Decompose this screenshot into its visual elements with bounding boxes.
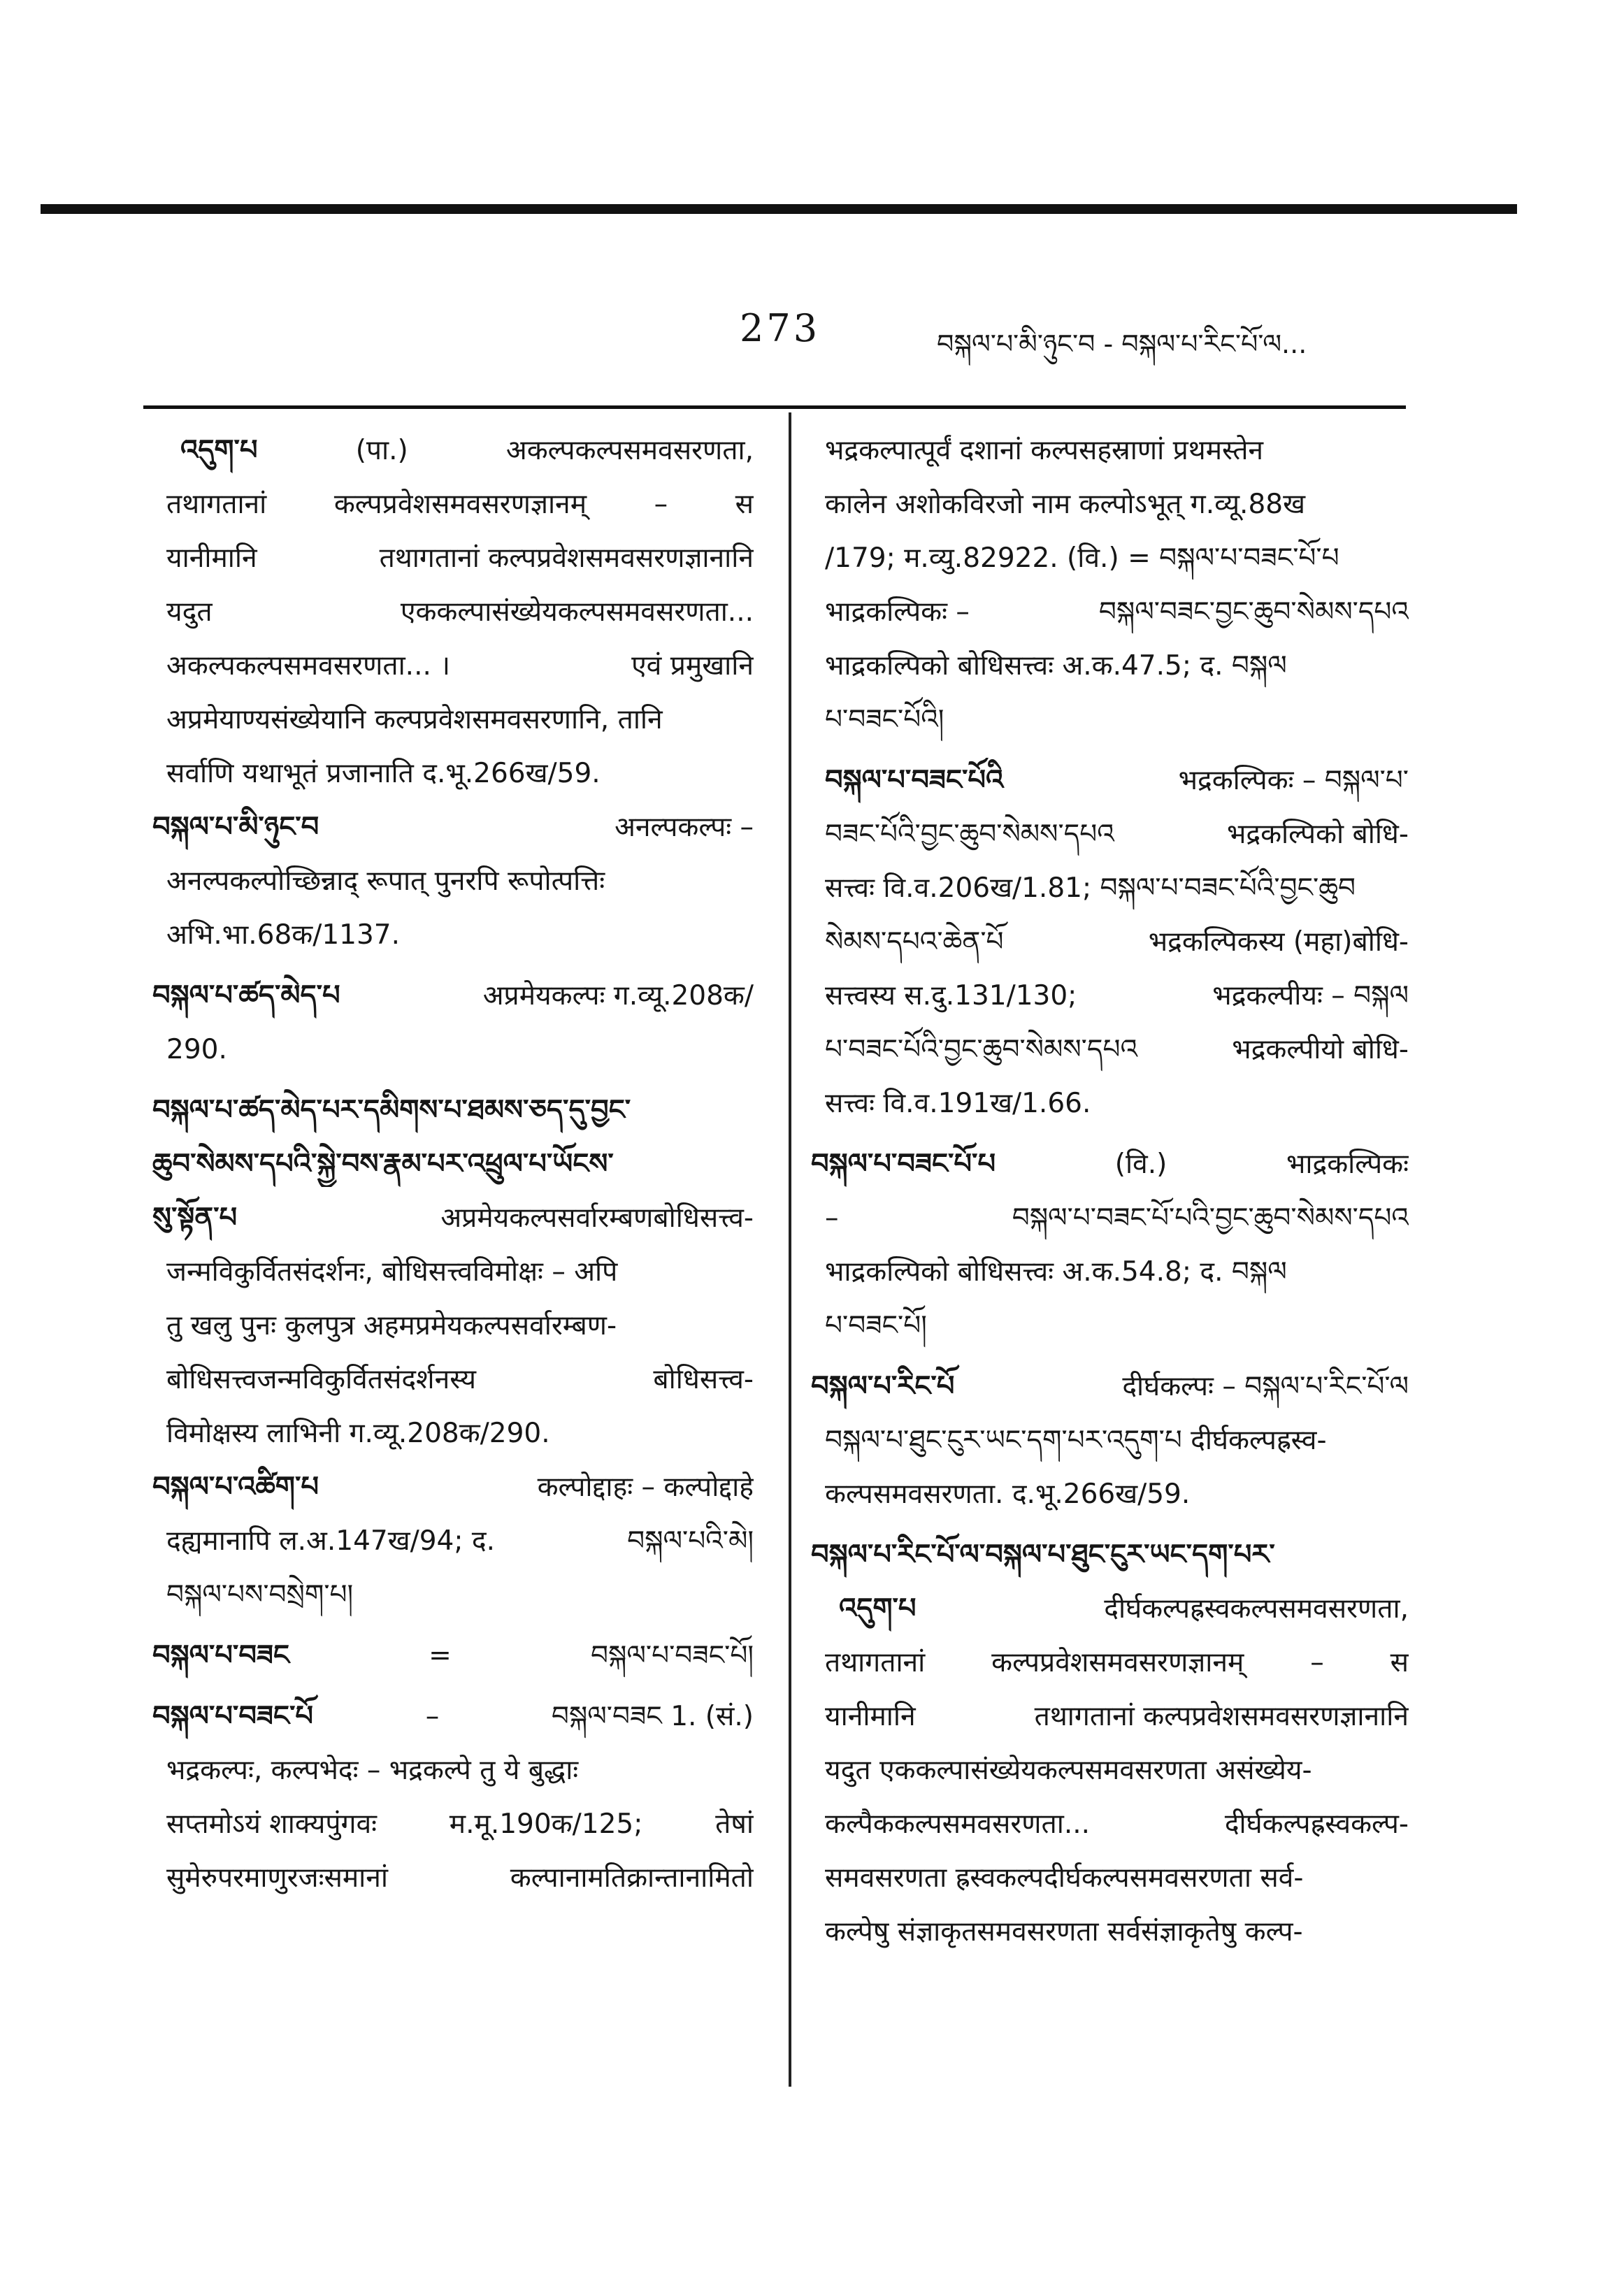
entry-text: दह्यमानापि ल.अ.147ख/94; द. [166, 1525, 496, 1557]
right-line [825, 1640, 1409, 1685]
entry-text: कल्पैककल्पसमवसरणता... [825, 1808, 1091, 1840]
left-column [152, 428, 754, 1901]
entry-text: अभि.भा.68क/1137. [166, 919, 400, 951]
right-line [825, 1418, 1409, 1463]
entry-text: भद्रकल्पिकः – བསྐལ་པ་ [1178, 765, 1409, 796]
left-line [152, 973, 754, 1019]
right-line [825, 589, 1409, 635]
entry-text: कल्पेषु संज्ञाकृतसमवसरणता सर्वसंज्ञाकृतेषु कल्प- [825, 1916, 1303, 1948]
entry-text: एककल्पासंख्येयकल्पसमवसरणता... [400, 596, 754, 628]
right-line [825, 482, 1409, 527]
left-line [166, 858, 754, 904]
right-line [825, 643, 1409, 689]
right-line [825, 1694, 1409, 1739]
entry-text: यानीमानि [166, 542, 257, 574]
entry-text: जन्मविकुर्वितसंदर्शनः, बोधिसत्त्वविमोक्षः – अपि [166, 1256, 618, 1288]
left-line [166, 1572, 754, 1618]
entry-text: བསྐལ་པ་ཐུང་ངུར་ཡང་དག་པར་འདུག་པ दीर्घकल्पह्रस्व- [825, 1425, 1327, 1456]
entry-text: བསྐལ་པ་བཟང་པོ་པའི་བྱང་ཆུབ་སེམས་དཔའ [1012, 1202, 1409, 1234]
entry-text: བསྐལ་པའི་མེ། [627, 1525, 754, 1557]
right-line [825, 1249, 1409, 1295]
left-line [166, 1249, 754, 1295]
entry-text: अप्रमेयकल्पसर्वारम्बणबोधिसत्त्व- [440, 1202, 754, 1234]
entry-headword: བསྐལ་པ་བཟང་པོའི [825, 764, 1004, 796]
entry-text: यदुत एककल्पासंख्येयकल्पसमवसरणता असंख्येय- [825, 1755, 1312, 1786]
right-line [825, 428, 1409, 473]
left-line [152, 805, 754, 850]
right-line [811, 1142, 1409, 1187]
entry-text: सत्त्वः वि.व.206ख/1.81; བསྐལ་པ་བཟང་པོའི་བྱང་ཆུབ [825, 872, 1356, 904]
entry-text: अनल्पकल्पोच्छिन्नाद् रूपात् पुनरपि रूपोत्पत्तिः [166, 865, 605, 897]
left-line [152, 1465, 754, 1510]
entry-text: दीर्घकल्पः – བསྐལ་པ་རིང་པོ་ལ [1122, 1371, 1409, 1402]
right-line [825, 1472, 1409, 1517]
entry-text: स [1390, 1647, 1409, 1678]
top-border-rule [41, 204, 1517, 214]
entry-headword: བསྐལ་པ་མི་ཉུང་བ [152, 811, 319, 843]
left-line [166, 1801, 754, 1847]
entry-text: भाद्रकल्पिकः – [825, 596, 970, 628]
right-line [825, 1195, 1409, 1241]
entry-headword: སུ་སྟོན་པ [152, 1202, 238, 1234]
right-line [825, 1909, 1409, 1955]
entry-text: विमोक्षस्य लाभिनी ग.व्यू.208क/290. [166, 1418, 550, 1449]
left-line [166, 1748, 754, 1793]
entry-text: अप्रमेयाण्यसंख्येयानि कल्पप्रवेशसमवसरणानि, तानि [166, 704, 663, 735]
entry-text: – [425, 1701, 440, 1732]
entry-text: सत्त्वः वि.व.191ख/1.66. [825, 1088, 1091, 1119]
left-line [152, 1195, 754, 1241]
entry-text: सुमेरुपरमाणुरजःसमानां [166, 1862, 389, 1894]
entry-text: བསྐལ་བཟང་བྱང་ཆུབ་སེམས་དཔའ [1098, 596, 1409, 628]
right-line [825, 758, 1409, 803]
running-head: བསྐལ་པ་མི་ཉུང་བ - བསྐལ་པ་རིང་པོ་ལ... [937, 329, 1307, 359]
entry-text: तथागतानां [166, 489, 267, 520]
right-line [825, 1303, 1409, 1348]
entry-text: བཟང་པོའི་བྱང་ཆུབ་སེམས་དཔའ [825, 819, 1114, 850]
left-line [166, 1411, 754, 1456]
entry-headword: བསྐལ་པ་ཚད་མེད་པ [152, 979, 340, 1012]
entry-text: कल्पसमवसरणता. द.भू.266ख/59. [825, 1478, 1191, 1510]
entry-text: པ་བཟང་པོའི། [825, 704, 944, 735]
entry-text: भद्रकल्पीयो बोधि- [1232, 1034, 1409, 1065]
entry-text: सप्तमोऽयं शाक्यपुंगवः [166, 1808, 378, 1840]
left-line [166, 482, 754, 527]
right-line [825, 812, 1409, 857]
entry-text: तथागतानां कल्पप्रवेशसमवसरणज्ञानानि [1034, 1701, 1409, 1732]
entry-text: कल्पोद्दाहः – कल्पोद्दाहे [537, 1472, 754, 1503]
left-line [166, 912, 754, 958]
left-line [152, 1694, 754, 1739]
entry-text: (पा.) [355, 435, 408, 466]
entry-text: = [429, 1640, 452, 1671]
entry-headword: བསྐལ་པ་རིང་པོ [811, 1370, 955, 1402]
right-line [825, 1801, 1409, 1847]
entry-headword: འདུག་པ [180, 434, 258, 466]
entry-text: तथागतानां [825, 1647, 926, 1678]
entry-text: བསྐལ་པས་བསྲེག་པ། [166, 1579, 354, 1611]
right-line [825, 973, 1409, 1019]
right-line [825, 1027, 1409, 1072]
header-rule [143, 405, 1406, 409]
entry-text: कल्पप्रवेशसमवसरणज्ञानम् [991, 1647, 1244, 1678]
left-line [180, 428, 754, 473]
entry-text: भद्रकल्पिकस्य (महा)बोधि- [1148, 926, 1409, 958]
column-divider [789, 412, 791, 2087]
entry-text: कल्पप्रवेशसमवसरणज्ञानम् [333, 489, 587, 520]
entry-headword: འདུག་པ [839, 1592, 917, 1625]
left-line [166, 643, 754, 689]
entry-text: अनल्पकल्पः – [615, 812, 754, 843]
entry-text: यदुत [166, 596, 213, 628]
right-line [811, 1364, 1409, 1409]
entry-text: (वि.) [1114, 1149, 1167, 1180]
entry-text: – [654, 489, 668, 520]
entry-headword: བསྐལ་པ་འཚིག་པ [152, 1471, 319, 1503]
left-line [166, 1855, 754, 1901]
entry-text: दीर्घकल्पह्रस्वकल्पसमवसरणता, [1104, 1593, 1409, 1625]
entry-text: བསྐལ་པ་བཟང་པོ། [591, 1640, 754, 1671]
right-line [825, 535, 1409, 581]
left-line [166, 535, 754, 581]
entry-headword: བསྐལ་པ་བཟང་པོ་པ [811, 1148, 996, 1180]
left-line [166, 589, 754, 635]
entry-text: भद्रकल्पात्पूर्वं दशानां कल्पसहस्राणां प्रथमस्तेन [825, 435, 1264, 466]
entry-text: भाद्रकल्पिको बोधिसत्त्वः अ.क.47.5; द. བསྐལ [825, 650, 1287, 682]
entry-text: अकल्पकल्पसमवसरणता, [505, 435, 754, 466]
entry-text: བསྐལ་བཟང 1. (सं.) [551, 1701, 754, 1732]
entry-text: यानीमानि [825, 1701, 916, 1732]
entry-text: भद्रकल्पः, कल्पभेदः – भद्रकल्पे तु ये बुद्धाः [166, 1755, 579, 1786]
entry-text: समवसरणता ह्रस्वकल्पदीर्घकल्पसमवसरणता सर्व- [825, 1862, 1304, 1894]
entry-text: अप्रमेयकल्पः ग.व्यू.208क/ [482, 980, 754, 1012]
entry-text: भाद्रकल्पिकः [1286, 1149, 1409, 1180]
right-column [811, 428, 1409, 1955]
entry-text: बोधिसत्त्व- [653, 1364, 754, 1395]
right-line [811, 1532, 1409, 1578]
entry-text: སེམས་དཔའ་ཆེན་པོ [825, 926, 1004, 958]
entry-text: 290. [166, 1034, 227, 1065]
right-line [825, 865, 1409, 911]
entry-text: /179; म.व्यु.8292 [825, 542, 1033, 574]
entry-text: པ་བཟང་པོ། [825, 1310, 927, 1341]
entry-text: सर्वाणि यथाभूतं प्रजानाति द.भू.266ख/59. [166, 758, 601, 789]
right-line [825, 919, 1409, 965]
entry-text: भद्रकल्पिको बोधि- [1226, 819, 1409, 850]
left-line [152, 1633, 754, 1678]
entry-headword: བསྐལ་པ་བཟང་པོ [152, 1700, 314, 1732]
entry-text: तेषां [715, 1808, 754, 1840]
right-line [825, 1748, 1409, 1793]
entry-text: – [825, 1202, 839, 1234]
right-line [825, 697, 1409, 742]
entry-text: तथागतानां कल्पप्रवेशसमवसरणज्ञानानि [379, 542, 754, 574]
right-line [839, 1586, 1409, 1632]
left-line [166, 1357, 754, 1402]
entry-headword: བསྐལ་པ་རིང་པོ་ལ་བསྐལ་པ་ཐུང་ངུར་ཡང་དག་པར་ [811, 1539, 1275, 1571]
left-line [166, 1027, 754, 1072]
entry-text: स [735, 489, 754, 520]
left-line [166, 1303, 754, 1348]
entry-text: म.मू.190क/125; [449, 1808, 643, 1840]
entry-text: तु खलु पुनः कुलपुत्र अहमप्रमेयकल्पसर्वारम्बण- [166, 1310, 617, 1341]
left-line [166, 751, 754, 796]
entry-text: भद्रकल्पीयः – བསྐལ [1212, 980, 1409, 1012]
left-line [166, 1518, 754, 1564]
entry-text: सत्त्वस्य स.दु.131/130; [825, 980, 1077, 1012]
entry-text: बोधिसत्त्वजन्मविकुर्वितसंदर्शनस्य [166, 1364, 477, 1395]
left-line [166, 697, 754, 742]
entry-text: कल्पानामतिक्रान्तानामितो [510, 1862, 754, 1894]
entry-text: एवं प्रमुखानि [631, 650, 754, 682]
entry-headword: ཆུབ་སེམས་དཔའི་སྐྱེ་བས་རྣམ་པར་འཕྲུལ་པ་ཡོངས་ [152, 1148, 614, 1180]
entry-text: པ་བཟང་པོའི་བྱང་ཆུབ་སེམས་དཔའ [825, 1034, 1138, 1065]
left-line [152, 1142, 754, 1187]
entry-text: 2. (वि.) = བསྐལ་པ་བཟང་པོ་པ [1032, 542, 1339, 574]
entry-text: दीर्घकल्पह्रस्वकल्प- [1224, 1808, 1409, 1840]
entry-text: अकल्पकल्पसमवसरणता... । [166, 650, 451, 682]
right-line [825, 1855, 1409, 1901]
page-number: 273 [740, 306, 821, 350]
entry-text: भाद्रकल्पिको बोधिसत्त्वः अ.क.54.8; द. བསྐལ [825, 1256, 1287, 1288]
entry-text: – [1310, 1647, 1324, 1678]
right-line [825, 1081, 1409, 1126]
left-line [152, 1088, 754, 1133]
entry-text: कालेन अशोकविरजो नाम कल्पोऽभूत् ग.व्यू.88ख [825, 489, 1305, 520]
entry-headword: བསྐལ་པ་བཟང [152, 1639, 289, 1671]
entry-headword: བསྐལ་པ་ཚད་མེད་པར་དམིགས་པ་ཐམས་ཅད་དུ་བྱང་ [152, 1094, 631, 1126]
